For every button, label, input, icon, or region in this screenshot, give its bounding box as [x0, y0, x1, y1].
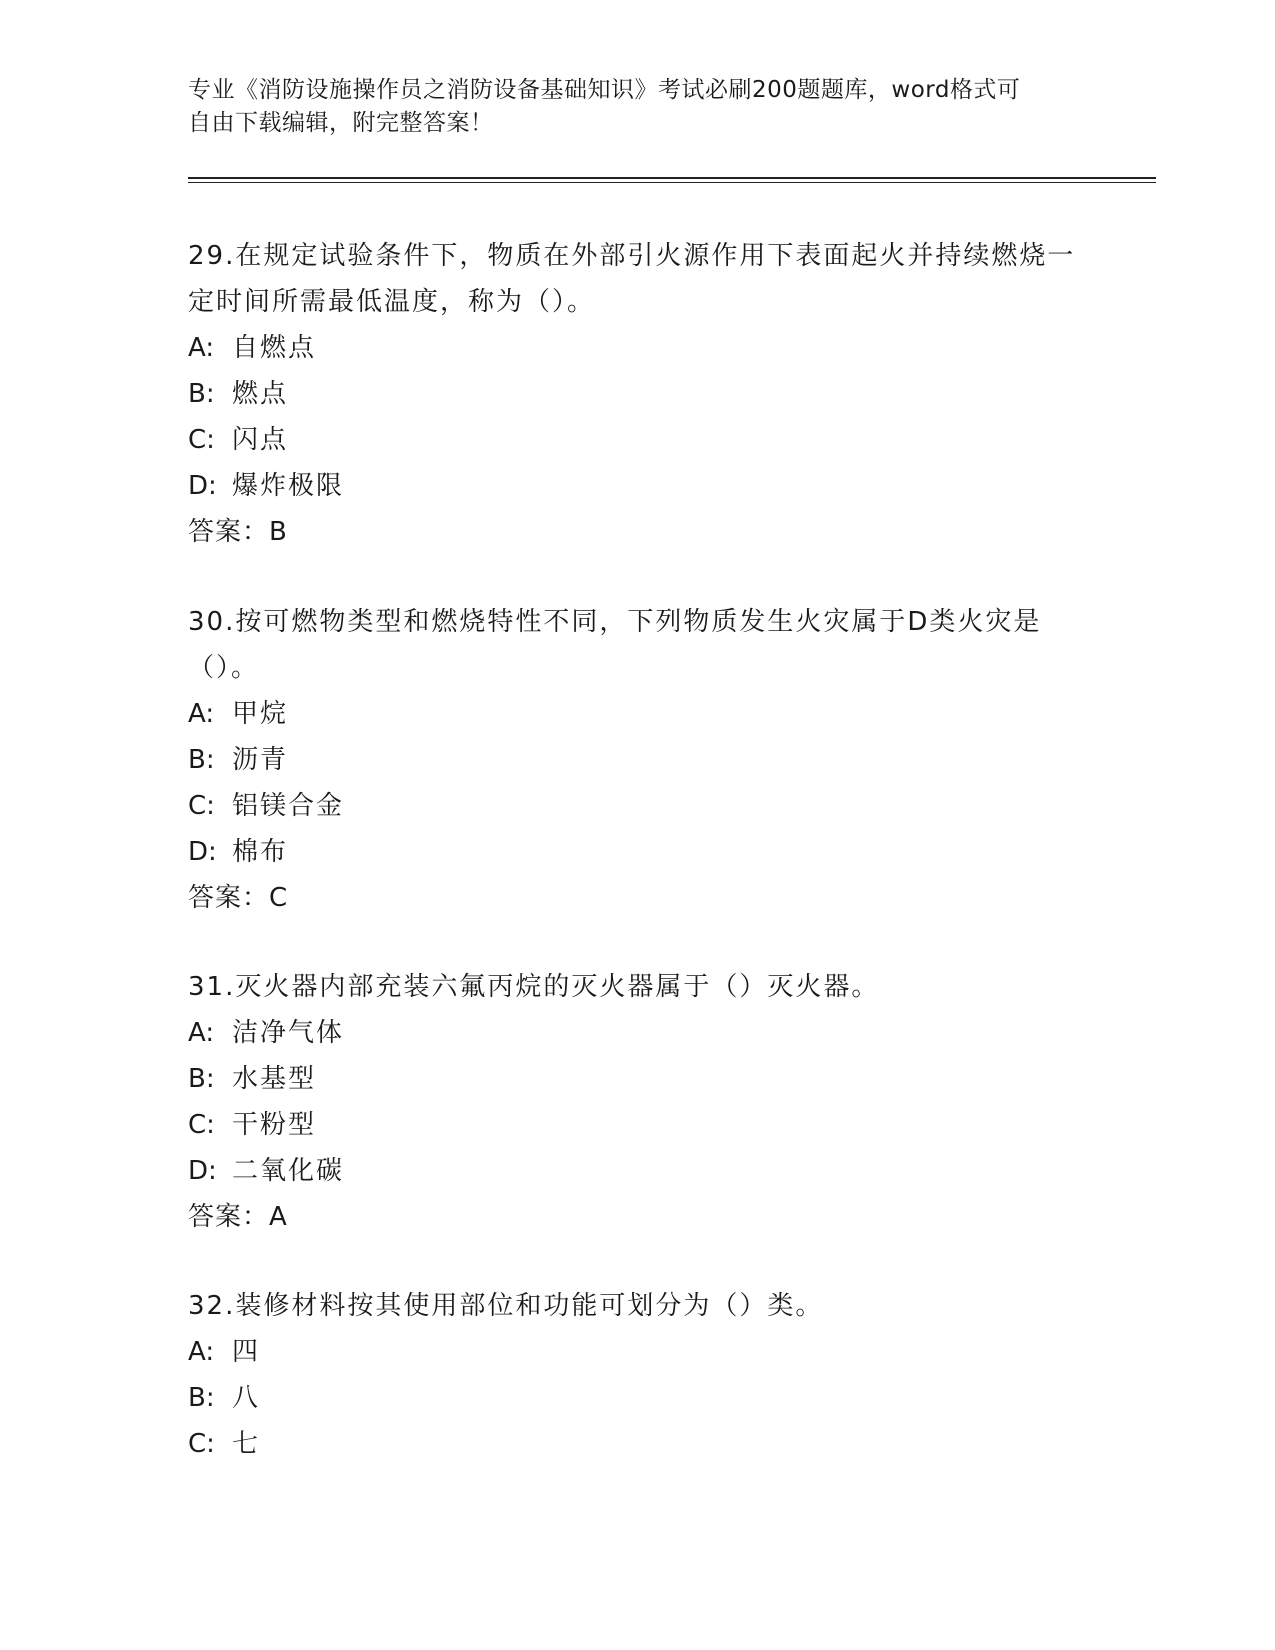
option-text: 燃点 — [232, 379, 289, 409]
option-label: C: — [188, 1429, 215, 1459]
option-label: D: — [188, 837, 217, 867]
header-divider-thin — [188, 182, 1156, 183]
option-text: 洁净气体 — [232, 1018, 345, 1048]
option-b — [188, 1056, 1088, 1102]
option-label: B: — [188, 1383, 215, 1413]
option-a — [188, 691, 1088, 737]
option-a — [188, 325, 1088, 371]
option-d — [188, 829, 1088, 875]
option-a — [188, 1329, 1088, 1375]
question-text: 29.在规定试验条件下，物质在外部引火源作用下表面起火并持续燃烧一定时间所需最低温度，称为（）。 — [188, 241, 1076, 317]
option-d — [188, 1148, 1088, 1194]
question-text: 31.灭火器内部充装六氟丙烷的灭火器属于（）灭火器。 — [188, 972, 880, 1002]
option-b — [188, 371, 1088, 417]
option-label: C: — [188, 1110, 215, 1140]
option-c — [188, 417, 1088, 463]
question-30 — [188, 599, 1088, 921]
answer-line: 答案：A — [188, 1202, 288, 1232]
option-c — [188, 1421, 1088, 1467]
option-text: 铝镁合金 — [232, 791, 345, 821]
option-text: 干粉型 — [232, 1110, 317, 1140]
option-label: B: — [188, 1064, 215, 1094]
question-text: 32.装修材料按其使用部位和功能可划分为（）类。 — [188, 1291, 824, 1321]
option-label: A: — [188, 1337, 215, 1367]
option-text: 二氧化碳 — [232, 1156, 345, 1186]
option-a — [188, 1010, 1088, 1056]
question-text: 30.按可燃物类型和燃烧特性不同，下列物质发生火灾属于D类火灾是（）。 — [188, 607, 1042, 683]
option-label: C: — [188, 425, 215, 455]
option-c — [188, 783, 1088, 829]
document-header — [188, 74, 1068, 140]
option-label: A: — [188, 333, 215, 363]
option-label: A: — [188, 699, 215, 729]
header-line-1: 专业《消防设施操作员之消防设备基础知识》考试必刷200题题库，word格式可 — [188, 77, 1021, 103]
option-label: D: — [188, 1156, 217, 1186]
option-label: A: — [188, 1018, 215, 1048]
header-divider-thick — [188, 177, 1156, 179]
option-text: 自燃点 — [232, 333, 317, 363]
option-text: 棉布 — [232, 837, 289, 867]
option-text: 闪点 — [232, 425, 289, 455]
option-label: C: — [188, 791, 215, 821]
option-b — [188, 1375, 1088, 1421]
question-29 — [188, 233, 1088, 555]
header-line-2: 自由下载编辑，附完整答案！ — [188, 110, 494, 136]
option-label: D: — [188, 471, 217, 501]
option-text: 沥青 — [232, 745, 289, 775]
option-b — [188, 737, 1088, 783]
option-text: 七 — [232, 1429, 261, 1459]
question-32 — [188, 1283, 1088, 1467]
option-text: 爆炸极限 — [232, 471, 345, 501]
answer-line: 答案：C — [188, 883, 289, 913]
option-d — [188, 463, 1088, 509]
option-label: B: — [188, 379, 215, 409]
option-text: 甲烷 — [232, 699, 289, 729]
option-label: B: — [188, 745, 215, 775]
answer-line: 答案：B — [188, 517, 288, 547]
option-text: 水基型 — [232, 1064, 317, 1094]
option-text: 八 — [232, 1383, 261, 1413]
question-31 — [188, 964, 1088, 1240]
option-text: 四 — [232, 1337, 261, 1367]
option-c — [188, 1102, 1088, 1148]
